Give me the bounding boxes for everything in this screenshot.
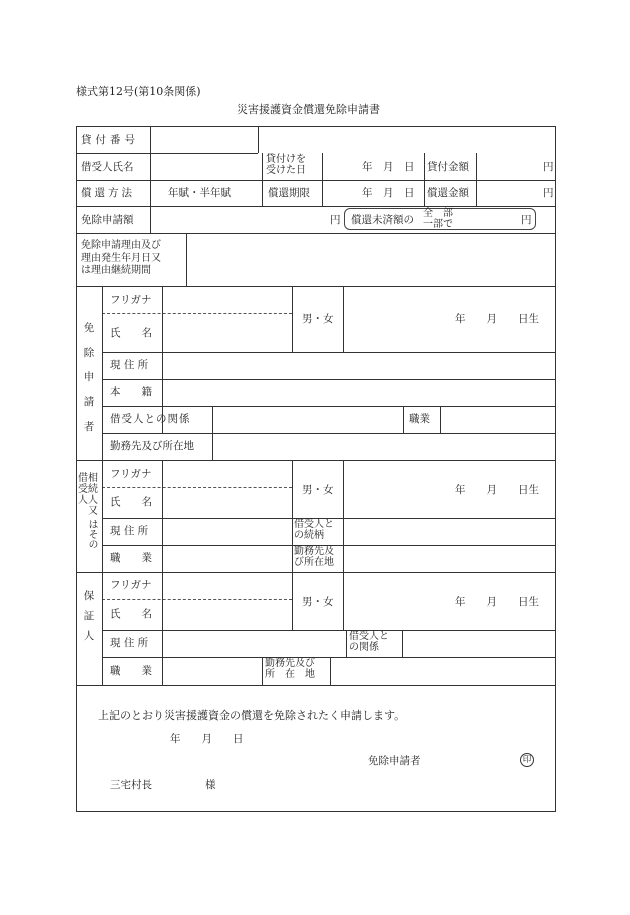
repayment-method-label: 償還方法: [81, 187, 135, 199]
guarantor-relation-label: 借受人と の関係: [349, 631, 389, 653]
heir-relation-label: 借受人と の続柄: [294, 519, 334, 541]
statement-text: 上記のとおり災害援護資金の償還を免除されたく申請します。: [98, 709, 406, 722]
guarantor-name-label: 氏 名: [110, 608, 152, 620]
applicant-workplace-label: 勤務先及び所在地: [110, 440, 194, 452]
guarantor-workplace-label: 勤務先及び 所 在 地: [265, 658, 315, 680]
guarantor-occupation-label: 職 業: [110, 665, 152, 677]
applicant-furigana-label: フリガナ: [110, 294, 152, 306]
guarantor-birth: 年 月 日生: [455, 596, 539, 608]
applicant-gender: 男・女: [302, 313, 334, 325]
guarantor-gender: 男・女: [302, 596, 334, 608]
exemption-amount-label: 免除申請額: [81, 214, 134, 226]
applicant-relation-label: 借受人との関係: [110, 413, 191, 425]
heir-section-label-1: 借相 受続 人人 又: [78, 473, 98, 517]
loan-number-label: 貸付番号: [81, 134, 139, 146]
guarantor-section-label: 保 証 人: [83, 590, 95, 642]
repayment-deadline-label: 償還期限: [268, 187, 310, 199]
guarantor-furigana-label: フリガナ: [110, 579, 152, 591]
applicant-domicile-label: 本 籍: [110, 386, 152, 398]
heir-name-label: 氏 名: [110, 496, 152, 508]
loan-date-value: 年 月 日: [362, 161, 415, 173]
exemption-amount-yen: 円: [330, 214, 341, 226]
reason-label: 免除申請理由及び 理由発生年月日又 は理由継続期間: [81, 240, 161, 276]
form-title: 災害援護資金償還免除申請書: [237, 103, 380, 116]
loan-date-label: 貸付けを 受けた日: [266, 154, 306, 176]
unpaid-part: 一部で: [423, 219, 453, 230]
repayment-deadline-value: 年 月 日: [362, 187, 415, 199]
unpaid-yen: 円: [521, 214, 532, 226]
applicant-address-label: 現 住 所: [110, 359, 149, 371]
borrower-name-label: 借受人氏名: [81, 161, 134, 173]
form-number: 様式第12号(第10条関係): [76, 85, 201, 98]
heir-occupation-label: 職 業: [110, 552, 152, 564]
application-date: 年 月 日: [170, 733, 244, 745]
applicant-section-label: 免 除 申 請 者: [83, 322, 95, 433]
heir-workplace-label: 勤務先及 び所在地: [294, 546, 334, 568]
loan-amount-label: 貸付金額: [427, 161, 469, 173]
heir-birth: 年 月 日生: [455, 484, 539, 496]
repayment-amount-yen: 円: [543, 187, 554, 199]
applicant-occupation-label: 職業: [409, 413, 430, 425]
applicant-name-label: 氏 名: [110, 327, 152, 339]
heir-section-label-2: はその: [86, 519, 97, 549]
unpaid-prefix: 償還未済額の: [351, 214, 414, 226]
heir-gender: 男・女: [302, 484, 334, 496]
guarantor-address-label: 現 住 所: [110, 637, 149, 649]
seal-mark: 印: [520, 753, 534, 767]
heir-address-label: 現 住 所: [110, 525, 149, 537]
applicant-birth: 年 月 日生: [455, 313, 539, 325]
addressee: 三宅村長: [110, 779, 152, 791]
repayment-method-value: 年賦・半年賦: [168, 187, 231, 199]
applicant-signature-label: 免除申請者: [368, 755, 421, 767]
repayment-amount-label: 償還金額: [427, 187, 469, 199]
unpaid-all: 全 部: [423, 208, 453, 219]
addressee-honorific: 様: [205, 779, 216, 791]
heir-furigana-label: フリガナ: [110, 468, 152, 480]
loan-amount-yen: 円: [543, 161, 554, 173]
